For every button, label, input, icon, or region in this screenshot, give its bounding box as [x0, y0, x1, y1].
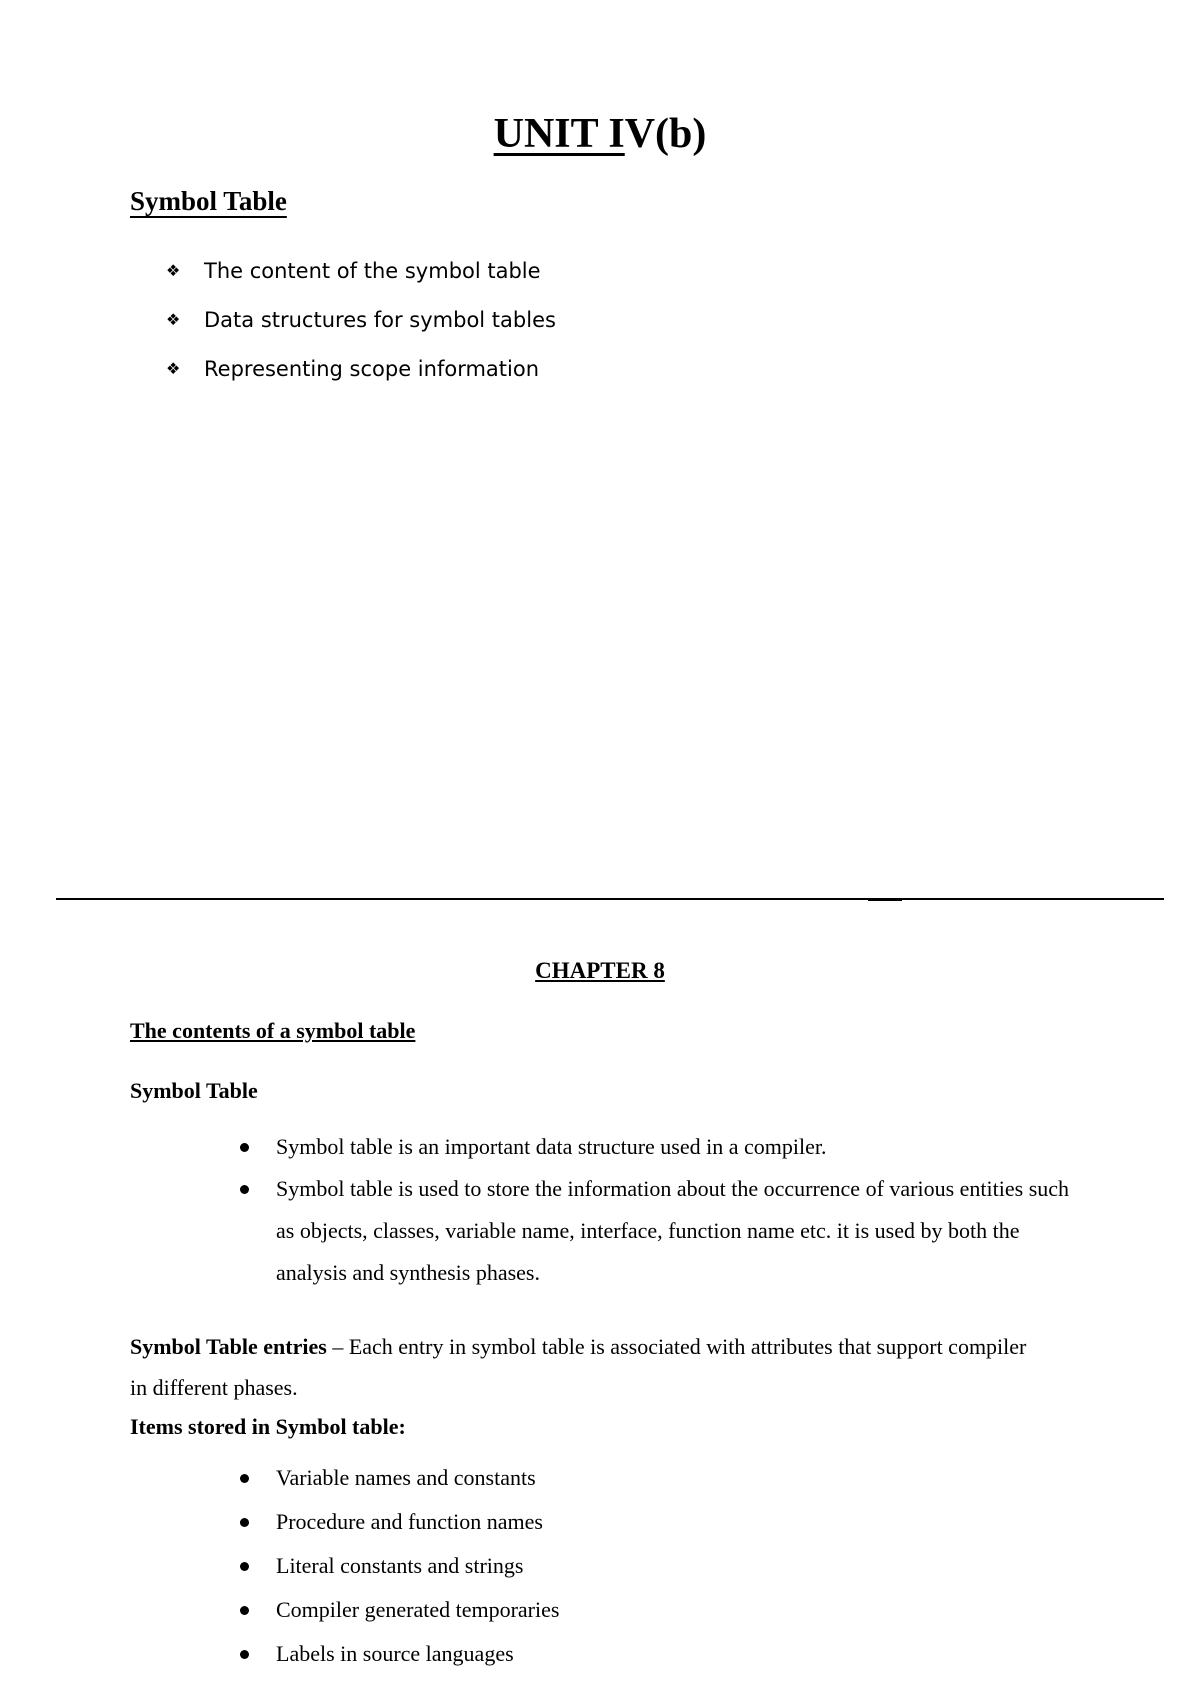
topic-item: [166, 246, 556, 295]
list-item: [240, 1456, 940, 1500]
list-item: [240, 1632, 940, 1676]
diamond-bullet-icon: ❖: [166, 261, 181, 280]
bullet-dot-icon: [240, 1185, 249, 1194]
unit-title: [0, 108, 1200, 160]
contents-heading: The contents of a symbol table: [130, 1018, 416, 1043]
topic-item: [166, 344, 556, 393]
topic-list: [166, 246, 556, 393]
bullet-dot-icon: [240, 1606, 249, 1615]
section-heading: Symbol Table: [130, 186, 287, 216]
diamond-bullet-icon: ❖: [166, 359, 181, 378]
list-item-text: Literal constants and strings: [276, 1553, 524, 1578]
bullet-dot-icon: [240, 1474, 249, 1483]
entries-text: – Each entry in symbol table is associated with attributes that support compiler in different phases.: [130, 1334, 1027, 1400]
unit-title-underlined: UNIT I: [493, 111, 625, 157]
unit-title-rest: V(b): [624, 111, 707, 157]
list-item: [240, 1500, 940, 1544]
page-divider-tab: [868, 898, 902, 901]
list-item: [240, 1544, 940, 1588]
items-heading: Items stored in Symbol table:: [130, 1414, 406, 1439]
diamond-bullet-icon: ❖: [166, 310, 181, 329]
topic-label: Data structures for symbol tables: [204, 307, 556, 332]
list-item-text: Procedure and function names: [276, 1509, 543, 1534]
chapter-heading: CHAPTER 8: [535, 958, 665, 983]
entries-paragraph: [130, 1326, 1030, 1408]
page-divider: [56, 898, 1164, 900]
topic-label: Representing scope information: [204, 356, 540, 381]
symbol-table-heading: Symbol Table: [130, 1078, 258, 1103]
entries-term: Symbol Table entries: [130, 1334, 327, 1359]
topic-label: The content of the symbol table: [204, 258, 541, 283]
list-item-text: Symbol table is used to store the information about the occurrence of various entities such as objects, classes, variable name, interface, function name etc. it is used by both the analysis and synthesis phases.: [276, 1176, 1070, 1285]
bullet-dot-icon: [240, 1562, 249, 1571]
topic-item: [166, 295, 556, 344]
bullet-dot-icon: [240, 1518, 249, 1527]
list-item-text: Compiler generated temporaries: [276, 1597, 560, 1622]
symbol-table-points: [240, 1126, 1080, 1294]
list-item: [240, 1588, 940, 1632]
list-item: [240, 1126, 1080, 1168]
bullet-dot-icon: [240, 1650, 249, 1659]
list-item-text: Variable names and constants: [276, 1465, 536, 1490]
list-item-text: Labels in source languages: [276, 1641, 514, 1666]
bullet-dot-icon: [240, 1143, 249, 1152]
list-item-text: Symbol table is an important data structure used in a compiler.: [276, 1134, 827, 1159]
list-item: [240, 1168, 1080, 1294]
items-list: [240, 1456, 940, 1676]
